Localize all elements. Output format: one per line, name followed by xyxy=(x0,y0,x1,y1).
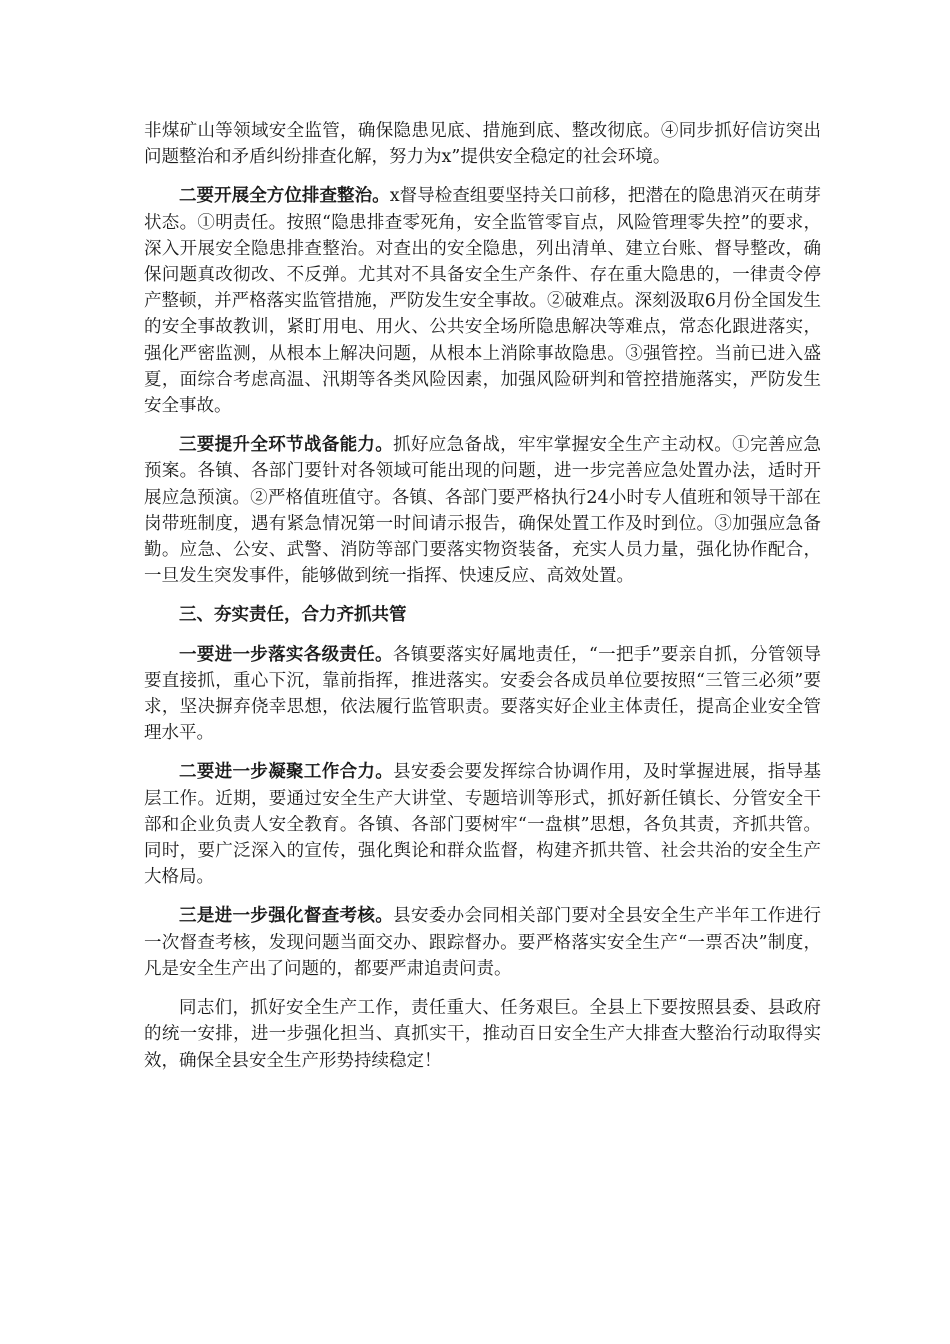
paragraph-cooperation xyxy=(144,759,821,890)
paragraph-lead: 二要开展全方位排查整治。 xyxy=(179,186,390,207)
paragraph-supervision xyxy=(144,903,821,982)
paragraph-closing xyxy=(144,995,821,1074)
paragraph-lead: 一要进一步落实各级责任。 xyxy=(179,644,393,665)
paragraph-text: 县安委办会同相关部门要对全县安全生产半年工作进行一次督查考核，发现问题当面交办、跟踪督办。要严格落实安全生产“一票否决”制度，凡是安全生产出了问题的，都要严肃追责问责。 xyxy=(144,906,822,979)
section-heading: 三、夯实责任，合力齐抓共管 xyxy=(179,605,407,626)
paragraph-text: 非煤矿山等领域安全监管，确保隐患见底、措施到底、整改彻底。④同步抓好信访突出问题整治和矛盾纠纷排查化解，努力为x”提供安全稳定的社会环境。 xyxy=(144,121,821,168)
paragraph-inspection xyxy=(144,183,821,419)
paragraph-lead: 三是进一步强化督查考核。 xyxy=(179,906,394,927)
paragraph-text: 同志们，抓好安全生产工作，责任重大、任务艰巨。全县上下要按照县委、县政府的统一安排，进一步强化担当、真抓实干，推动百日安全生产大排查大整治行动取得实效，确保全县安全生产形势持续稳定！ xyxy=(144,998,821,1071)
document-body xyxy=(144,118,821,1087)
paragraph-text: 县安委会要发挥综合协调作用，及时掌握进展，指导基层工作。近期，要通过安全生产大讲堂、专题培训等形式，抓好新任镇长、分管安全干部和企业负责人安全教育。各镇、各部门要树牢“一盘棋”思想，各负其责，齐抓共管。同时，要广泛深入的宣传，强化舆论和群众监督，构建齐抓共管、社会共治的安全生产大格局。 xyxy=(144,762,822,888)
paragraph-text: 抓好应急备战，牢牢掌握安全生产主动权。①完善应急预案。各镇、各部门要针对各领域可能出现的问题，进一步完善应急处置办法，适时开展应急预演。②严格值班值守。各镇、各部门要严格执行24小时专人值班和领导干部在岗带班制度，遇有紧急情况第一时间请示报告，确保处置工作及时到位。③加强应急备勤。应急、公安、武警、消防等部门要落实物资装备，充实人员力量，强化协作配合，一旦发生突发事件，能够做到统一指挥、快速反应、高效处置。 xyxy=(144,435,822,587)
paragraph-lead: 二要进一步凝聚工作合力。 xyxy=(179,762,394,783)
paragraph-continued xyxy=(144,118,821,170)
paragraph-responsibility xyxy=(144,642,821,747)
paragraph-lead: 三要提升全环节战备能力。 xyxy=(179,435,394,456)
paragraph-text: 各镇要落实好属地责任，“一把手”要亲自抓，分管领导要直接抓，重心下沉，靠前指挥，推进落实。安委会各成员单位要按照“三管三必须”要求，坚决摒弃侥幸思想，依法履行监管职责。要落实好企业主体责任，提高企业安全管理水平。 xyxy=(144,644,821,744)
paragraph-emergency xyxy=(144,432,821,589)
paragraph-text: x督导检查组要坚持关口前移，把潜在的隐患消灭在萌芽状态。①明责任。按照“隐患排查零死角，安全监管零盲点，风险管理零失控”的要求，深入开展安全隐患排查整治。对查出的安全隐患，列出清单、建立台账、督导整改，确保问题真改彻改、不反弹。尤其对不具备安全生产条件、存在重大隐患的，一律责令停产整顿，并严格落实监管措施，严防发生安全事故。②破难点。深刻汲取6月份全国发生的安全事故教训，紧盯用电、用火、公共安全场所隐患解决等难点，常态化跟进落实，强化严密监测，从根本上解决问题，从根本上消除事故隐患。③强管控。当前已进入盛夏，面综合考虑高温、汛期等各类风险因素，加强风险研判和管控措施落实，严防发生安全事故。 xyxy=(144,186,822,417)
